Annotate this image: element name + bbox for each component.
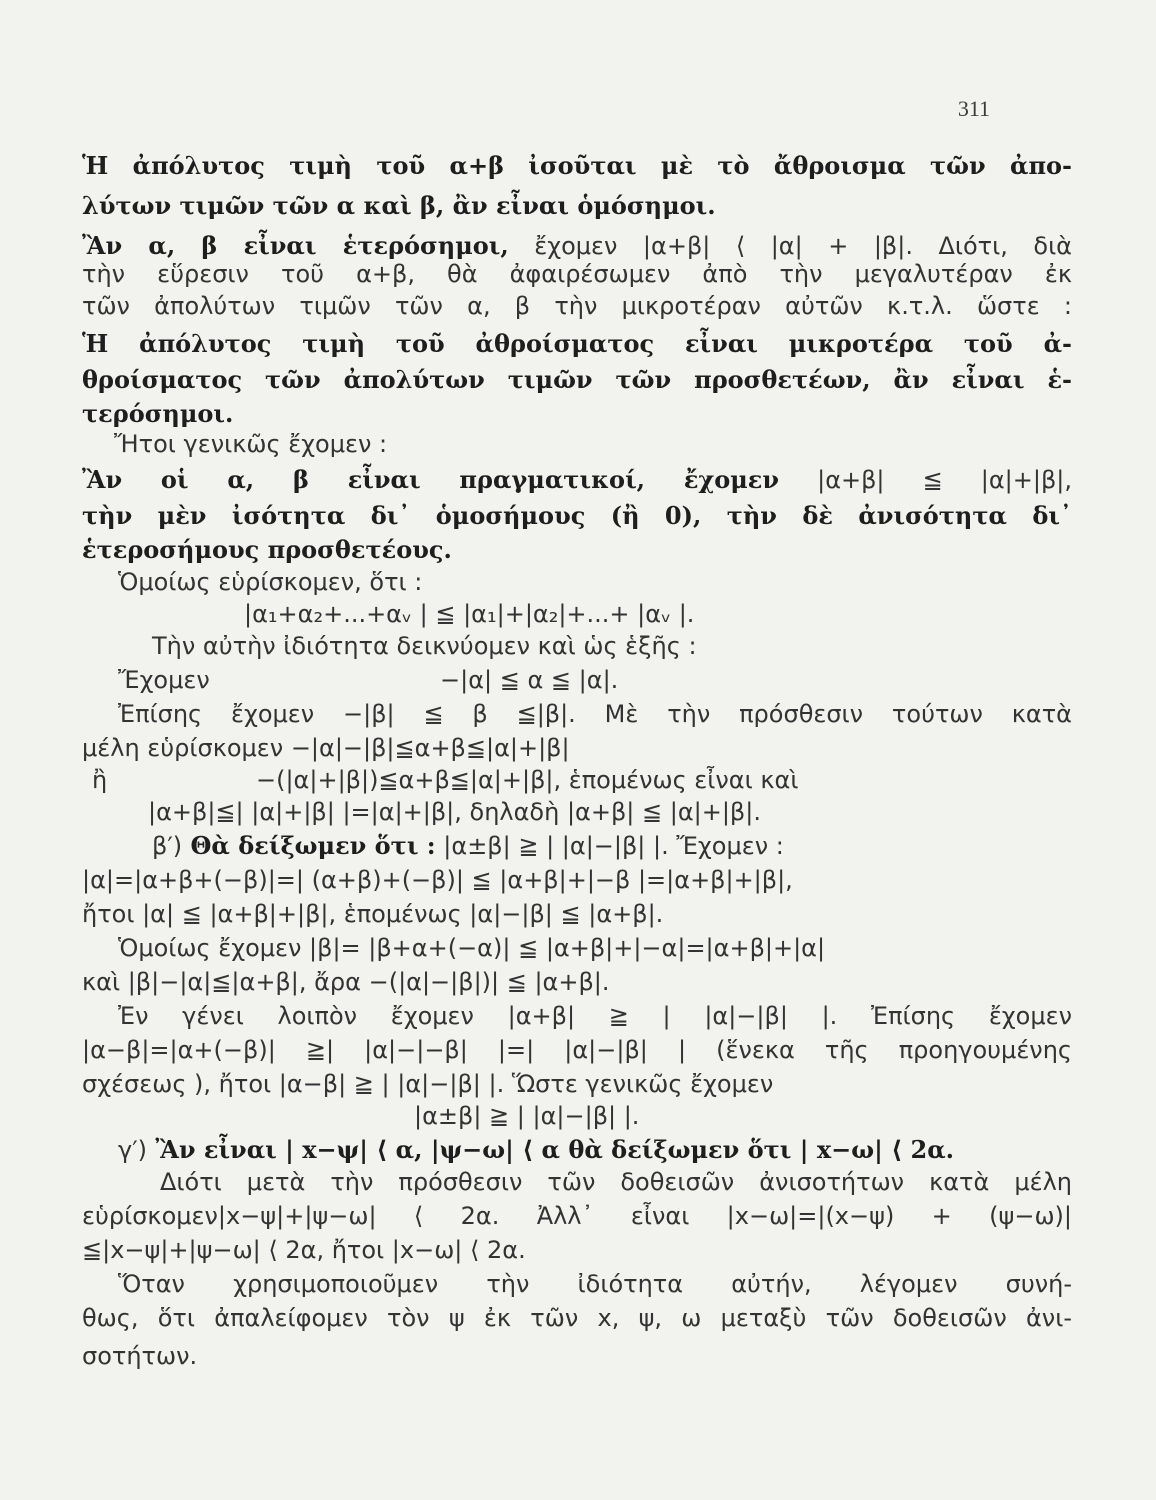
text-line: Διότι μετὰ τὴν πρόσθεσιν τῶν δοθεισῶν ἀνισοτήτων κατὰ μέλη [160, 1168, 1072, 1196]
text-line: σοτήτων. [82, 1342, 198, 1370]
text-line: Ὁμοίως εὑρίσκομεν, ὅτι : [118, 568, 423, 596]
bold-phrase: Θὰ δείξωμεν ὅτι : [182, 831, 436, 860]
text-line: εὑρίσκομεν|x−ψ|+|ψ−ω| ⟨ 2α. Ἀλλ᾽ εἶναι |x−ω|=|(x−ψ) + (ψ−ω)| [82, 1202, 1072, 1230]
text-fragment: |α±β| ≧ | |α|−|β| |. Ἔχομεν : [435, 832, 784, 860]
bold-statement-line: ἑτεροσήμους προσθετέους. [82, 535, 452, 564]
text-line: Ἔχομεν [118, 666, 210, 694]
bold-statement-line: τὴν μὲν ἰσότητα δι᾽ ὁμοσήμους (ἢ 0), τὴν δὲ ἀνισότητα δι᾽ [82, 501, 1072, 530]
bold-phrase: Ἂν εἶναι | x−ψ| ⟨ α, |ψ−ω| ⟨ α θὰ δείξωμεν ὅτι | x−ω| ⟨ 2α. [147, 1135, 955, 1164]
formula-line: |α+β|≦| |α|+|β| |=|α|+|β|, δηλαδὴ |α+β| ≦ |α|+|β|. [148, 798, 761, 826]
formula-line: −(|α|+|β|)≦α+β≦|α|+|β|, ἑπομένως εἶναι καὶ [256, 766, 799, 794]
text-fragment: ἔχομεν |α+β| ⟨ |α| + |β|. Διότι, διὰ [508, 232, 1073, 260]
bold-phrase: Ἂν οἱ α, β εἶναι πραγματικοί, ἔχομεν [82, 465, 780, 494]
text-line: θως, ὅτι ἀπαλείφομεν τὸν ψ ἐκ τῶν x, ψ, ω μεταξὺ τῶν δοθεισῶν ἀνι- [82, 1304, 1072, 1332]
text-line: Ὅταν χρησιμοποιοῦμεν τὴν ἰδιότητα αὐτήν, λέγομεν συνή- [118, 1270, 1072, 1298]
item-label: γ′) [118, 1136, 148, 1164]
text-line: Ἐν γένει λοιπὸν ἔχομεν |α+β| ≧ | |α|−|β| |. Ἐπίσης ἔχομεν [118, 1002, 1072, 1030]
formula-line: ≦|x−ψ|+|ψ−ω| ⟨ 2α, ἤτοι |x−ω| ⟨ 2α. [82, 1236, 526, 1264]
formula-line: Ὁμοίως ἔχομεν |β|= |β+α+(−α)| ≦ |α+β|+|−α|=|α+β|+|α| [118, 934, 826, 962]
bold-phrase: Ἂν α, β εἶναι ἑτερόσημοι, [82, 231, 509, 260]
text-fragment: |α+β| ≦ |α|+|β|, [779, 466, 1072, 494]
formula-line: −|α| ≦ α ≦ |α|. [440, 666, 619, 694]
text-line: σχέσεως ), ἤτοι |α−β| ≧ | |α|−|β| |. Ὥστε γενικῶς ἔχομεν [82, 1070, 774, 1098]
text-line: τὴν εὕρεσιν τοῦ α+β, θὰ ἀφαιρέσωμεν ἀπὸ τὴν μεγαλυτέραν ἐκ [82, 260, 1072, 288]
text-line [152, 830, 784, 862]
item-label: β′) [152, 832, 183, 860]
text-line: Τὴν αὐτὴν ἰδιότητα δεικνύομεν καὶ ὡς ἑξῆς : [152, 632, 697, 660]
formula-line: |α₁+α₂+...+αᵥ | ≦ |α₁|+|α₂|+...+ |αᵥ |. [244, 600, 695, 628]
formula-line: ἤτοι |α| ≦ |α+β|+|β|, ἑπομένως |α|−|β| ≦ |α+β|. [82, 900, 664, 928]
formula-line: |α±β| ≧ | |α|−|β| |. [414, 1102, 640, 1130]
text-line [118, 1134, 954, 1166]
text-line: |α−β|=|α+(−β)| ≧| |α|−|−β| |=| |α|−|β| | (ἕνεκα τῆς προηγουμένης [82, 1036, 1072, 1064]
text-line: μέλη εὑρίσκομεν −|α|−|β|≦α+β≦|α|+|β| [82, 734, 570, 762]
text-line [82, 464, 1072, 496]
formula-line: |α|=|α+β+(−β)|=| (α+β)+(−β)| ≦ |α+β|+|−β |=|α+β|+|β|, [82, 866, 793, 894]
bold-statement-line: τερόσημοι. [82, 399, 234, 428]
formula-line: καὶ |β|−|α|≦|α+β|, ἄρα −(|α|−|β|)| ≦ |α+β|. [82, 968, 610, 996]
page-number: 311 [957, 96, 990, 121]
text-line: τῶν ἀπολύτων τιμῶν τῶν α, β τὴν μικροτέραν αὐτῶν κ.τ.λ. ὥστε : [82, 292, 1072, 320]
text-line: Ἤτοι γενικῶς ἔχομεν : [114, 430, 388, 458]
text-line: ἢ [92, 766, 108, 794]
bold-statement-line: Ἡ ἀπόλυτος τιμὴ τοῦ α+β ἰσοῦται μὲ τὸ ἄθροισμα τῶν ἀπο- [82, 151, 1072, 180]
bold-statement-line: θροίσματος τῶν ἀπολύτων τιμῶν τῶν προσθετέων, ἂν εἶναι ἑ- [82, 365, 1072, 394]
bold-statement-line: Ἡ ἀπόλυτος τιμὴ τοῦ ἀθροίσματος εἶναι μικροτέρα τοῦ ἀ- [82, 329, 1072, 358]
bold-statement-line: λύτων τιμῶν τῶν α καὶ β, ἂν εἶναι ὁμόσημοι. [82, 191, 716, 220]
text-line: Ἐπίσης ἔχομεν −|β| ≦ β ≦|β|. Μὲ τὴν πρόσθεσιν τούτων κατὰ [118, 700, 1072, 728]
